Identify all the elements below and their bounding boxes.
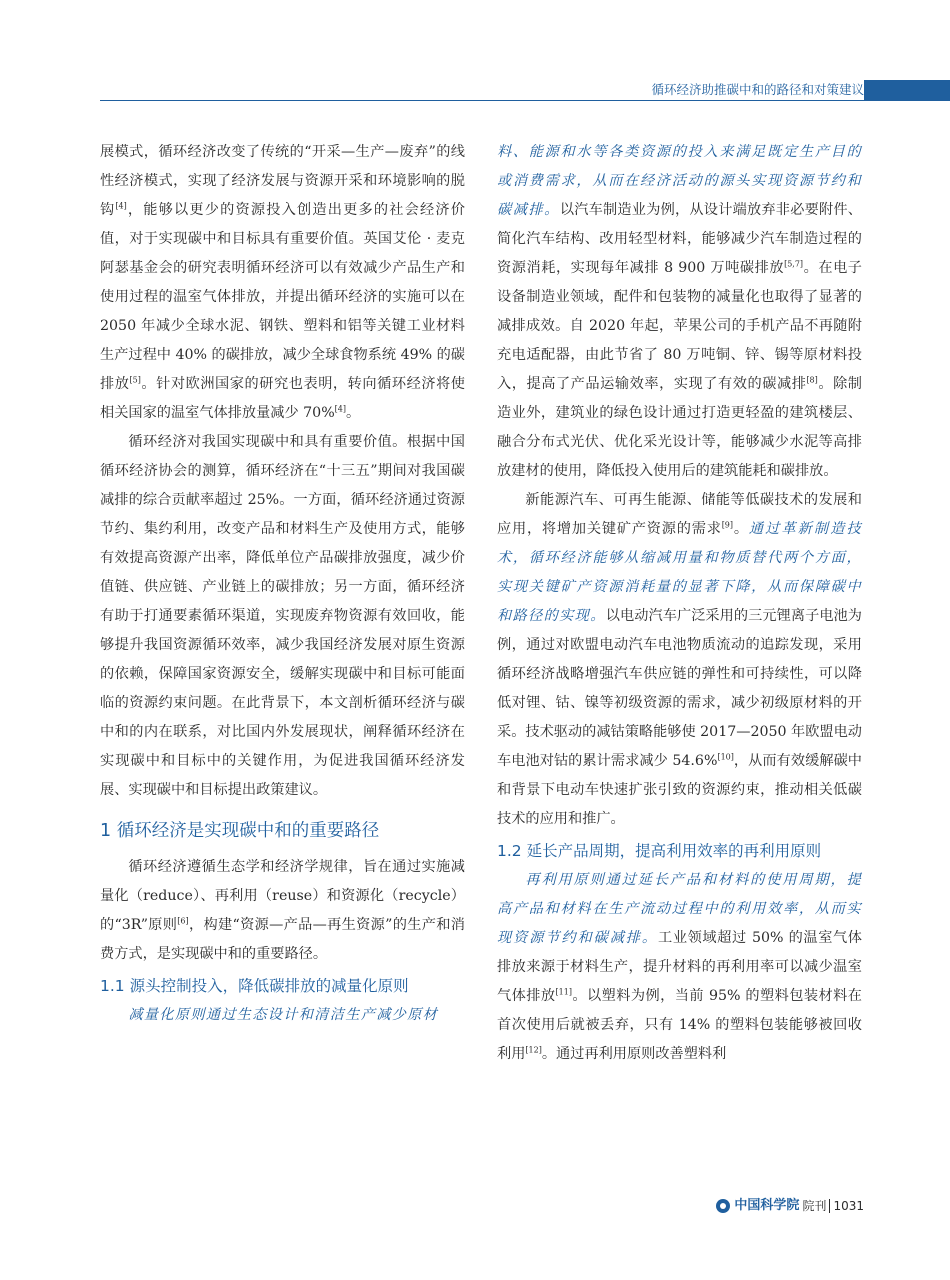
left-paragraph-1: 展模式，循环经济改变了传统的“开采—生产—废弃”的线性经济模式，实现了经济发展与资源开采和环境影响的脱钩[4]，能够以更少的资源投入创造出更多的社会经济价值，对于实现碳中和目标具有重要价值。英国艾伦 · 麦克阿瑟基金会的研究表明循环经济可以有效减少产品生产和使用过程的温室气体排放，并提出循环经济的实施可以在 2050 年减少全球水泥、钢铁、塑料和铝等关键工业材料生产过程中 40% 的碳排放，减少全球食物系统 49% 的碳排放[5]。针对欧洲国家的研究也表明，转向循环经济将使相关国家的温室气体排放量减少 70%[4]。 [100, 144, 465, 421]
header-rule [100, 100, 864, 101]
running-header-title: 循环经济助推碳中和的路径和对策建议 [651, 82, 864, 97]
citation: [8] [806, 375, 818, 385]
footer-logo-text: 中国科学院 [734, 1198, 800, 1213]
subsection-heading-1-2: 1.2 延长产品周期，提高利用效率的再利用原则 [497, 842, 822, 860]
citation: [5] [129, 375, 141, 385]
right-paragraph-2: 新能源汽车、可再生能源、储能等低碳技术的发展和应用，将增加关键矿产资源的需求[9]。通过革新制造技术，循环经济能够从缩减用量和物质替代两个方面，实现关键矿产资源消耗量的显著下降，从而保障碳中和路径的实现。以电动汽车广泛采用的三元锂离子电池为例，通过对欧盟电动汽车电池物质流动的追踪发现，采用循环经济战略增强汽车供应链的弹性和可持续性，可以降低对锂、钴、镍等初级资源的需求，减少初级原材料的开采。技术驱动的减钴策略能够使 2017—2050 年欧盟电动车电池对钴的累计需求减少 54.6%[10]，从而有效缓解碳中和背景下电动车快速扩张引致的资源约束，推动相关低碳技术的应用和推广。 [497, 492, 862, 827]
emphasis-text: 通过革新制造技术，循环经济能够从缩减用量和物质替代两个方面，实现关键矿产资源消耗量的显著下降，从而保障碳中和路径的实现。 [497, 521, 862, 624]
citation: [6] [177, 916, 189, 926]
right-paragraph-3: 再利用原则通过延长产品和材料的使用周期，提高产品和材料在生产流动过程中的利用效率，从而实现资源节约和碳减排。工业领域超过 50% 的温室气体排放来源于材料生产，提升材料的再利用率可以减少温室气体排放[11]。以塑料为例，当前 95% 的塑料包装材料在首次使用后就被丢弃，只有 14% 的塑料包装能够被回收利用[12]。通过再利用原则改善塑料利 [497, 872, 862, 1062]
section-heading-1: 1 循环经济是实现碳中和的重要路径 [100, 821, 380, 841]
left-column [100, 138, 465, 1030]
citation: [4] [334, 404, 347, 414]
right-column [497, 138, 862, 1069]
left-paragraph-2: 循环经济对我国实现碳中和具有重要价值。根据中国循环经济协会的测算，循环经济在“十三五”期间对我国碳减排的综合贡献率超过 25%。一方面，循环经济通过资源节约、集约利用，改变产品和材料生产及使用方式，能够有效提高资源产出率，降低单位产品碳排放强度，减少价值链、供应链、产业链上的碳排放；另一方面，循环经济有助于打通要素循环渠道，实现废弃物资源有效回收，能够提升我国资源循环效率，减少我国经济发展对原生资源的依赖，保障国家资源安全，缓解实现碳中和目标可能面临的资源约束问题。在此背景下，本文剖析循环经济与碳中和的内在联系，对比国内外发展现状，阐释循环经济在实现碳中和目标中的关键作用，为促进我国循环经济发展、实现碳中和目标提出政策建议。 [100, 434, 465, 798]
citation: [11] [555, 987, 572, 997]
citation: [12] [525, 1045, 542, 1055]
citation: [4] [115, 201, 127, 211]
cas-logo-icon [716, 1199, 730, 1213]
emphasis-text: 料、能源和水等各类资源的投入来满足既定生产目的或消费需求，从而在经济活动的源头实现资源节约和碳减排。 [497, 144, 862, 218]
emphasis-text: 减量化原则通过生态设计和清洁生产减少原材 [128, 1007, 439, 1023]
citation: [10] [717, 752, 734, 762]
left-paragraph-4 [100, 1001, 465, 1030]
right-paragraph-1: 料、能源和水等各类资源的投入来满足既定生产目的或消费需求，从而在经济活动的源头实现资源节约和碳减排。以汽车制造业为例，从设计端放弃非必要附件、简化汽车结构、改用轻型材料，能够减少汽车制造过程的资源消耗，实现每年减排 8 900 万吨碳排放[5,7]。在电子设备制造业领域，配件和包装物的减量化也取得了显著的减排成效。自 2020 年起，苹果公司的手机产品不再随附充电适配器，由此节省了 80 万吨铜、锌、锡等原材料投入，提高了产品运输效率，实现了有效的碳减排[8]。除制造业外，建筑业的绿色设计通过打造更轻盈的建筑楼层、融合分布式光伏、优化采光设计等，能够减少水泥等高排放建材的使用，降低投入使用后的建筑能耗和碳排放。 [497, 144, 862, 479]
left-paragraph-3: 循环经济遵循生态学和经济学规律，旨在通过实施减量化（reduce）、再利用（reuse）和资源化（recycle）的“3R”原则[6]，构建“资源—产品—再生资源”的生产和消费方式，是实现碳中和的重要路径。 [100, 859, 465, 962]
header-accent-block [864, 80, 950, 101]
page-footer [716, 1196, 864, 1216]
citation: [5,7] [784, 259, 804, 269]
citation: [9] [721, 520, 734, 530]
emphasis-text: 再利用原则通过延长产品和材料的使用周期，提高产品和材料在生产流动过程中的利用效率，从而实现资源节约和碳减排。 [497, 872, 862, 946]
page-number: 1031 [833, 1199, 864, 1213]
subsection-heading-1-1: 1.1 源头控制投入，降低碳排放的减量化原则 [100, 977, 409, 995]
footer-journal: 院刊 [802, 1199, 827, 1213]
footer-divider [829, 1199, 830, 1213]
